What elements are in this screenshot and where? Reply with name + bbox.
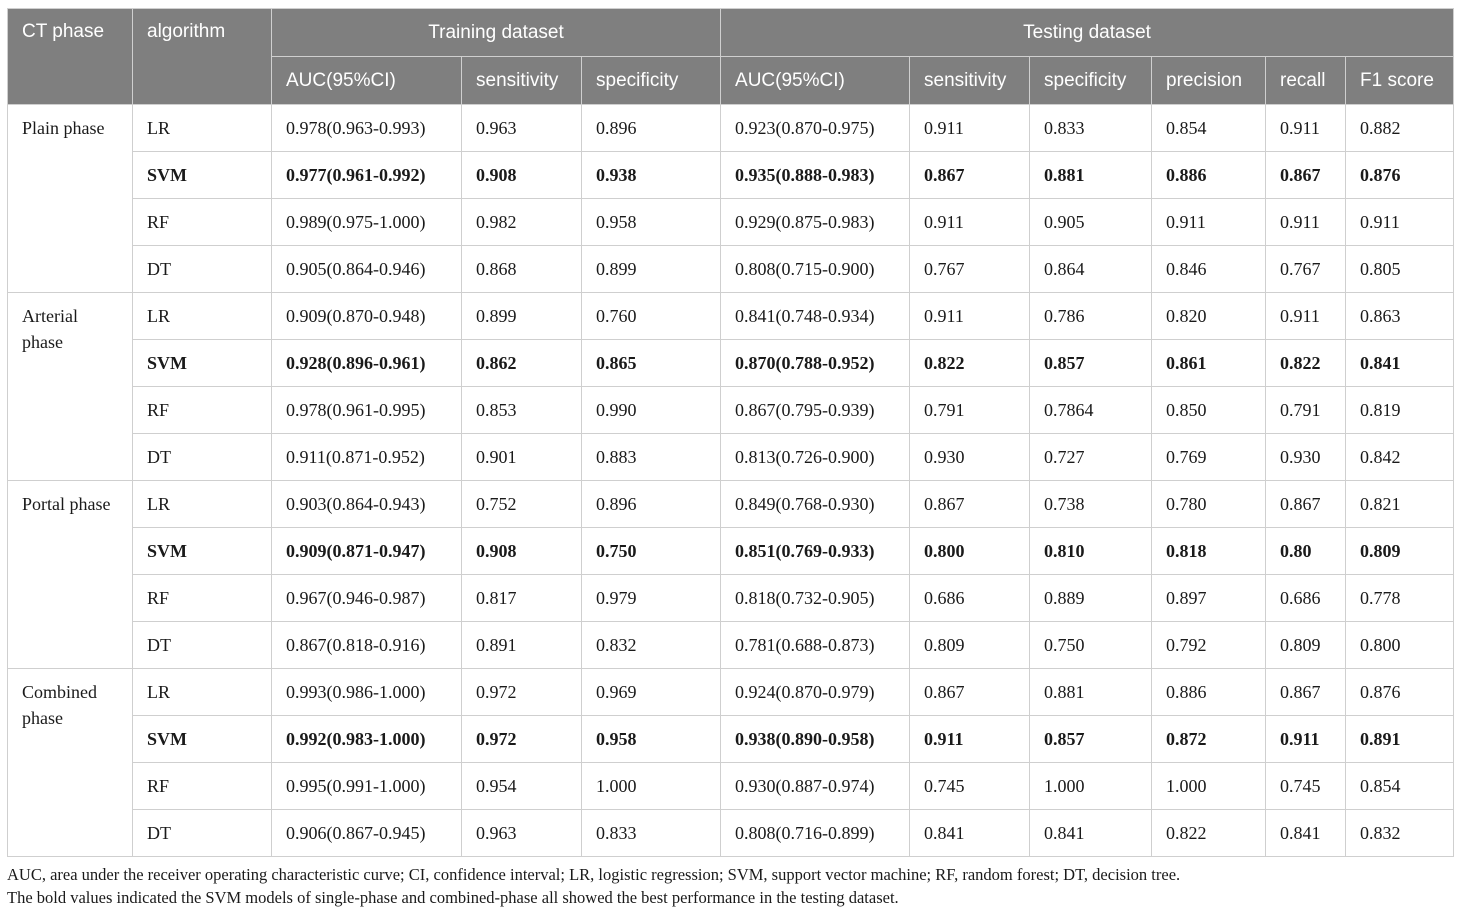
test-value-cell: 0.864: [1030, 246, 1152, 293]
footnote-bold-note: The bold values indicated the SVM models of single-phase and combined-phase all showed the best performance in the testing dataset.: [7, 888, 899, 907]
test-value-cell: 0.889: [1030, 575, 1152, 622]
test-value-cell: 0.841(0.748-0.934): [721, 293, 910, 340]
test-value-cell: 0.832: [1346, 810, 1454, 857]
train-value-cell: 0.905(0.864-0.946): [272, 246, 462, 293]
test-value-cell: 0.911: [1266, 199, 1346, 246]
test-value-cell: 0.849(0.768-0.930): [721, 481, 910, 528]
header-test-recall: recall: [1266, 57, 1346, 105]
header-train-sensitivity: sensitivity: [462, 57, 582, 105]
train-value-cell: 0.891: [462, 622, 582, 669]
table-row: [8, 387, 1454, 434]
test-value-cell: 0.867: [910, 481, 1030, 528]
test-value-cell: 0.886: [1152, 669, 1266, 716]
test-value-cell: 0.938(0.890-0.958): [721, 716, 910, 763]
table-row: [8, 810, 1454, 857]
train-value-cell: 0.978(0.961-0.995): [272, 387, 462, 434]
train-value-cell: 0.928(0.896-0.961): [272, 340, 462, 387]
algorithm-cell: DT: [133, 434, 272, 481]
header-test-auc: AUC(95%CI): [721, 57, 910, 105]
table-row: [8, 716, 1454, 763]
algorithm-cell: SVM: [133, 152, 272, 199]
test-value-cell: 0.851(0.769-0.933): [721, 528, 910, 575]
table-row: [8, 575, 1454, 622]
test-value-cell: 0.781(0.688-0.873): [721, 622, 910, 669]
train-value-cell: 0.901: [462, 434, 582, 481]
train-value-cell: 0.909(0.870-0.948): [272, 293, 462, 340]
header-row-1: [8, 9, 1454, 57]
test-value-cell: 0.750: [1030, 622, 1152, 669]
test-value-cell: 0.911: [910, 199, 1030, 246]
train-value-cell: 0.868: [462, 246, 582, 293]
test-value-cell: 0.841: [1030, 810, 1152, 857]
train-value-cell: 0.833: [582, 810, 721, 857]
test-value-cell: 0.819: [1346, 387, 1454, 434]
test-value-cell: 0.841: [1266, 810, 1346, 857]
test-value-cell: 0.792: [1152, 622, 1266, 669]
algorithm-cell: RF: [133, 575, 272, 622]
phase-cell: Combined phase: [8, 669, 133, 857]
test-value-cell: 0.857: [1030, 340, 1152, 387]
train-value-cell: 0.899: [462, 293, 582, 340]
train-value-cell: 0.903(0.864-0.943): [272, 481, 462, 528]
test-value-cell: 0.897: [1152, 575, 1266, 622]
train-value-cell: 0.909(0.871-0.947): [272, 528, 462, 575]
header-testing-dataset: Testing dataset: [721, 9, 1454, 57]
train-value-cell: 0.883: [582, 434, 721, 481]
test-value-cell: 0.881: [1030, 152, 1152, 199]
test-value-cell: 0.886: [1152, 152, 1266, 199]
train-value-cell: 0.990: [582, 387, 721, 434]
train-value-cell: 0.862: [462, 340, 582, 387]
train-value-cell: 0.896: [582, 481, 721, 528]
test-value-cell: 0.821: [1346, 481, 1454, 528]
test-value-cell: 0.935(0.888-0.983): [721, 152, 910, 199]
test-value-cell: 0.911: [910, 716, 1030, 763]
train-value-cell: 0.993(0.986-1.000): [272, 669, 462, 716]
test-value-cell: 0.870(0.788-0.952): [721, 340, 910, 387]
test-value-cell: 0.911: [1266, 105, 1346, 152]
test-value-cell: 0.808(0.716-0.899): [721, 810, 910, 857]
test-value-cell: 0.924(0.870-0.979): [721, 669, 910, 716]
table-row: [8, 763, 1454, 810]
test-value-cell: 0.923(0.870-0.975): [721, 105, 910, 152]
test-value-cell: 0.808(0.715-0.900): [721, 246, 910, 293]
train-value-cell: 0.969: [582, 669, 721, 716]
table-row: [8, 105, 1454, 152]
table-row: [8, 528, 1454, 575]
algorithm-cell: SVM: [133, 528, 272, 575]
test-value-cell: 0.791: [1266, 387, 1346, 434]
test-value-cell: 0.911: [910, 105, 1030, 152]
train-value-cell: 0.832: [582, 622, 721, 669]
train-value-cell: 0.992(0.983-1.000): [272, 716, 462, 763]
table-header: [8, 9, 1454, 105]
algorithm-cell: DT: [133, 810, 272, 857]
train-value-cell: 0.908: [462, 152, 582, 199]
train-value-cell: 0.995(0.991-1.000): [272, 763, 462, 810]
test-value-cell: 0.809: [1346, 528, 1454, 575]
test-value-cell: 0.930: [910, 434, 1030, 481]
train-value-cell: 0.958: [582, 199, 721, 246]
test-value-cell: 0.745: [1266, 763, 1346, 810]
test-value-cell: 0.863: [1346, 293, 1454, 340]
header-test-specificity: specificity: [1030, 57, 1152, 105]
train-value-cell: 0.978(0.963-0.993): [272, 105, 462, 152]
test-value-cell: 0.818: [1152, 528, 1266, 575]
test-value-cell: 0.805: [1346, 246, 1454, 293]
algorithm-cell: SVM: [133, 340, 272, 387]
test-value-cell: 0.854: [1152, 105, 1266, 152]
train-value-cell: 0.954: [462, 763, 582, 810]
train-value-cell: 0.982: [462, 199, 582, 246]
algorithm-cell: DT: [133, 622, 272, 669]
algorithm-cell: LR: [133, 481, 272, 528]
test-value-cell: 0.813(0.726-0.900): [721, 434, 910, 481]
train-value-cell: 0.906(0.867-0.945): [272, 810, 462, 857]
table-row: [8, 481, 1454, 528]
train-value-cell: 0.963: [462, 810, 582, 857]
header-train-specificity: specificity: [582, 57, 721, 105]
footnote-abbreviations: AUC, area under the receiver operating characteristic curve; CI, confidence interval; LR, logistic regression; SVM, support vector machine; RF, random forest; DT, decision tree.: [7, 865, 1181, 884]
test-value-cell: 0.842: [1346, 434, 1454, 481]
train-value-cell: 0.989(0.975-1.000): [272, 199, 462, 246]
train-value-cell: 0.750: [582, 528, 721, 575]
test-value-cell: 0.861: [1152, 340, 1266, 387]
test-value-cell: 0.867: [1266, 669, 1346, 716]
test-value-cell: 0.809: [1266, 622, 1346, 669]
test-value-cell: 0.876: [1346, 669, 1454, 716]
train-value-cell: 0.911(0.871-0.952): [272, 434, 462, 481]
test-value-cell: 0.867: [910, 669, 1030, 716]
header-ct-phase: CT phase: [8, 9, 133, 105]
test-value-cell: 0.911: [910, 293, 1030, 340]
test-value-cell: 0.841: [910, 810, 1030, 857]
test-value-cell: 1.000: [1152, 763, 1266, 810]
test-value-cell: 0.841: [1346, 340, 1454, 387]
test-value-cell: 0.911: [1266, 293, 1346, 340]
test-value-cell: 0.818(0.732-0.905): [721, 575, 910, 622]
test-value-cell: 0.686: [1266, 575, 1346, 622]
train-value-cell: 0.817: [462, 575, 582, 622]
test-value-cell: 0.867: [910, 152, 1030, 199]
test-value-cell: 0.810: [1030, 528, 1152, 575]
test-value-cell: 0.846: [1152, 246, 1266, 293]
test-value-cell: 0.911: [1346, 199, 1454, 246]
test-value-cell: 0.872: [1152, 716, 1266, 763]
test-value-cell: 0.911: [1266, 716, 1346, 763]
test-value-cell: 0.727: [1030, 434, 1152, 481]
phase-cell: Plain phase: [8, 105, 133, 293]
test-value-cell: 0.905: [1030, 199, 1152, 246]
train-value-cell: 0.938: [582, 152, 721, 199]
test-value-cell: 0.930(0.887-0.974): [721, 763, 910, 810]
train-value-cell: 0.896: [582, 105, 721, 152]
test-value-cell: 0.882: [1346, 105, 1454, 152]
table-row: [8, 199, 1454, 246]
test-value-cell: 0.791: [910, 387, 1030, 434]
test-value-cell: 0.881: [1030, 669, 1152, 716]
test-value-cell: 1.000: [1030, 763, 1152, 810]
test-value-cell: 0.767: [910, 246, 1030, 293]
test-value-cell: 0.745: [910, 763, 1030, 810]
test-value-cell: 0.929(0.875-0.983): [721, 199, 910, 246]
table-row: [8, 669, 1454, 716]
train-value-cell: 0.958: [582, 716, 721, 763]
test-value-cell: 0.738: [1030, 481, 1152, 528]
test-value-cell: 0.822: [1266, 340, 1346, 387]
test-value-cell: 0.857: [1030, 716, 1152, 763]
test-value-cell: 0.854: [1346, 763, 1454, 810]
test-value-cell: 0.80: [1266, 528, 1346, 575]
test-value-cell: 0.867(0.795-0.939): [721, 387, 910, 434]
train-value-cell: 0.908: [462, 528, 582, 575]
test-value-cell: 0.822: [910, 340, 1030, 387]
test-value-cell: 0.809: [910, 622, 1030, 669]
train-value-cell: 1.000: [582, 763, 721, 810]
train-value-cell: 0.853: [462, 387, 582, 434]
test-value-cell: 0.891: [1346, 716, 1454, 763]
algorithm-cell: SVM: [133, 716, 272, 763]
table-body: [8, 105, 1454, 857]
algorithm-cell: LR: [133, 105, 272, 152]
header-test-precision: precision: [1152, 57, 1266, 105]
test-value-cell: 0.820: [1152, 293, 1266, 340]
train-value-cell: 0.867(0.818-0.916): [272, 622, 462, 669]
test-value-cell: 0.867: [1266, 481, 1346, 528]
test-value-cell: 0.780: [1152, 481, 1266, 528]
table-row: [8, 152, 1454, 199]
test-value-cell: 0.822: [1152, 810, 1266, 857]
test-value-cell: 0.833: [1030, 105, 1152, 152]
algorithm-cell: RF: [133, 763, 272, 810]
train-value-cell: 0.752: [462, 481, 582, 528]
train-value-cell: 0.899: [582, 246, 721, 293]
test-value-cell: 0.876: [1346, 152, 1454, 199]
train-value-cell: 0.760: [582, 293, 721, 340]
train-value-cell: 0.972: [462, 716, 582, 763]
algorithm-cell: RF: [133, 199, 272, 246]
phase-cell: Arterial phase: [8, 293, 133, 481]
test-value-cell: 0.686: [910, 575, 1030, 622]
test-value-cell: 0.778: [1346, 575, 1454, 622]
test-value-cell: 0.867: [1266, 152, 1346, 199]
algorithm-cell: RF: [133, 387, 272, 434]
header-training-dataset: Training dataset: [272, 9, 721, 57]
train-value-cell: 0.977(0.961-0.992): [272, 152, 462, 199]
algorithm-cell: LR: [133, 293, 272, 340]
header-algorithm: algorithm: [133, 9, 272, 105]
test-value-cell: 0.786: [1030, 293, 1152, 340]
test-value-cell: 0.767: [1266, 246, 1346, 293]
train-value-cell: 0.967(0.946-0.987): [272, 575, 462, 622]
test-value-cell: 0.930: [1266, 434, 1346, 481]
test-value-cell: 0.911: [1152, 199, 1266, 246]
results-table: [7, 8, 1454, 857]
test-value-cell: 0.769: [1152, 434, 1266, 481]
train-value-cell: 0.979: [582, 575, 721, 622]
test-value-cell: 0.850: [1152, 387, 1266, 434]
phase-cell: Portal phase: [8, 481, 133, 669]
header-train-auc: AUC(95%CI): [272, 57, 462, 105]
test-value-cell: 0.800: [910, 528, 1030, 575]
train-value-cell: 0.865: [582, 340, 721, 387]
train-value-cell: 0.972: [462, 669, 582, 716]
test-value-cell: 0.800: [1346, 622, 1454, 669]
table-row: [8, 622, 1454, 669]
header-test-sensitivity: sensitivity: [910, 57, 1030, 105]
algorithm-cell: LR: [133, 669, 272, 716]
algorithm-cell: DT: [133, 246, 272, 293]
table-row: [8, 246, 1454, 293]
test-value-cell: 0.7864: [1030, 387, 1152, 434]
table-row: [8, 340, 1454, 387]
train-value-cell: 0.963: [462, 105, 582, 152]
table-row: [8, 434, 1454, 481]
table-row: [8, 293, 1454, 340]
header-test-f1: F1 score: [1346, 57, 1454, 105]
